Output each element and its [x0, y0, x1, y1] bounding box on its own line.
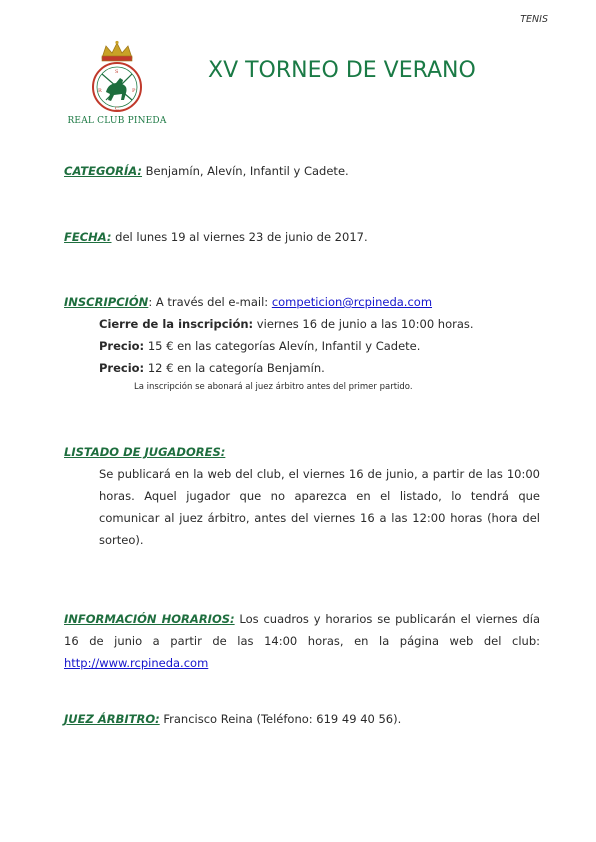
club-name: REAL CLUB PINEDA [67, 116, 167, 126]
fecha-label: FECHA: [64, 230, 112, 244]
svg-text:C: C [115, 106, 119, 112]
svg-text:R: R [98, 88, 102, 94]
juez-label: JUEZ ÁRBITRO: [64, 712, 160, 726]
svg-text:S: S [115, 69, 119, 75]
listado-text: Se publicará en la web del club, el viernes 16 de junio, a partir de las 10:00 horas. Aquel jugador que no aparezca en el listado, lo tendrá que comunicar al juez árbitro, antes del viernes 16 a las 12:00 horas (hora del sorteo). [99, 467, 540, 547]
listado-label: LISTADO DE JUGADORES: [64, 445, 226, 459]
precio-label: Precio: [99, 339, 145, 353]
horarios-text: Los cuadros y horarios se publicarán el viernes día 16 de junio a partir de las 14:00 horas, en la página web del club: [64, 612, 540, 648]
cierre-text: viernes 16 de junio a las 10:00 horas. [253, 317, 474, 331]
inscripcion-section [64, 291, 540, 395]
juez-text: Francisco Reina (Teléfono: 619 49 40 56). [159, 712, 402, 726]
categoria-label: CATEGORÍA: [64, 164, 143, 178]
svg-text:P: P [132, 88, 136, 94]
cierre-label: Cierre de la inscripción: [99, 317, 254, 331]
precio-label: Precio: [99, 361, 145, 375]
inscripcion-label: INSCRIPCIÓN [64, 295, 149, 309]
fecha-section [64, 226, 540, 248]
juez-section [64, 708, 540, 730]
horarios-label: INFORMACIÓN HORARIOS: [64, 612, 235, 626]
categoria-text: Benjamín, Alevín, Infantil y Cadete. [145, 164, 349, 178]
fecha-text: del lunes 19 al viernes 23 de junio de 2017. [115, 230, 368, 244]
horarios-section [64, 608, 540, 674]
email-link[interactable]: competicion@rcpineda.com [271, 295, 433, 309]
crown-icon [102, 41, 132, 61]
inscripcion-intro: : A través del e-mail: [148, 295, 272, 309]
page-title: XV TORNEO DE VERANO [208, 58, 476, 83]
listado-section [64, 441, 540, 551]
precio-text: 12 € en la categoría Benjamín. [144, 361, 325, 375]
precio-text: 15 € en las categorías Alevín, Infantil y Cadete. [144, 339, 421, 353]
header-tag: TENIS [520, 14, 548, 25]
inscripcion-note: La inscripción se abonará al juez árbitro antes del primer partido. [134, 382, 413, 392]
categoria-section [64, 160, 540, 182]
club-web-link[interactable]: http://www.rcpineda.com [64, 656, 209, 670]
